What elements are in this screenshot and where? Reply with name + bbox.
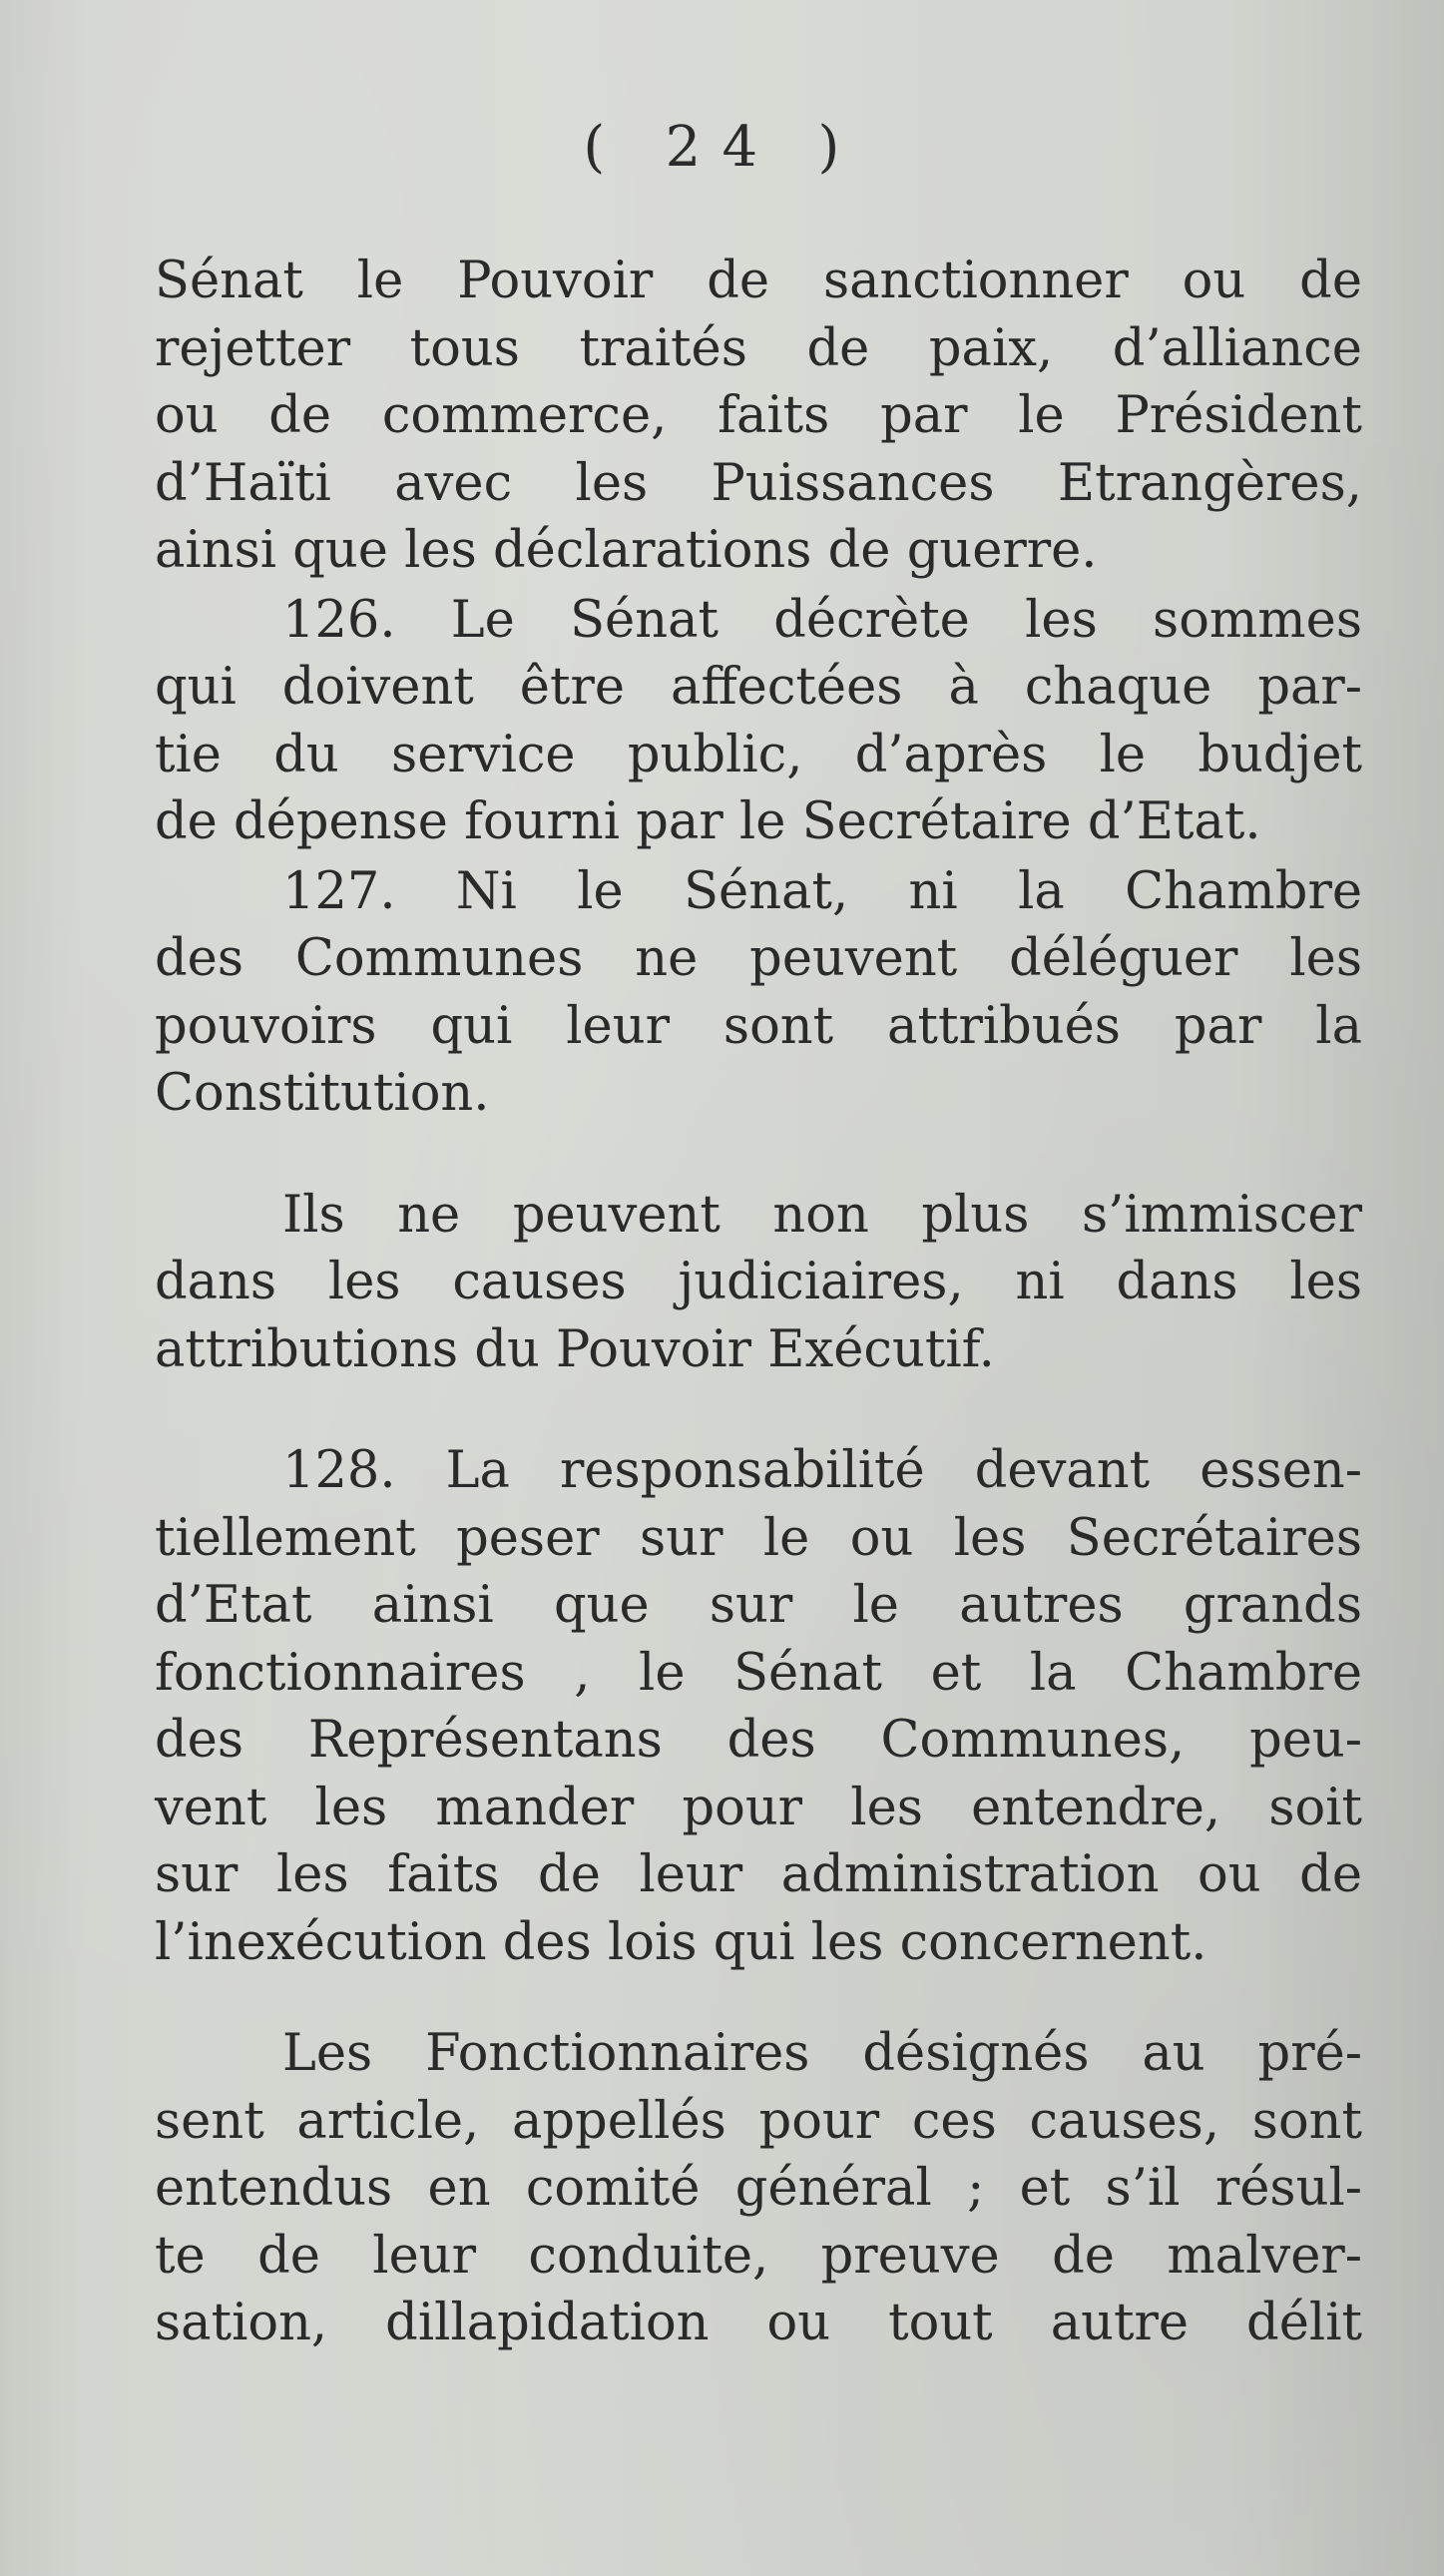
text-line: des Représentans des Communes, peu-	[155, 1711, 1362, 1770]
text-line: des Communes ne peuvent déléguer les	[155, 929, 1362, 988]
text-line: ou de commerce, faits par le Président	[155, 386, 1362, 445]
text-line: sent article, appellés pour ces causes, sont	[155, 2091, 1362, 2151]
text-line: rejetter tous traités de paix, d’alliance	[155, 318, 1362, 378]
page-number: ( 24 )	[583, 115, 861, 180]
paragraph-senate-treaties	[155, 248, 1362, 585]
paragraph-officials-hearing	[155, 2020, 1362, 2357]
text-line: Sénat le Pouvoir de sanctionner ou de	[155, 252, 1362, 310]
article-126	[155, 587, 1362, 856]
text-line: sation, dillapidation ou tout autre délit	[155, 2294, 1362, 2352]
text-line: de dépense fourni par le Secrétaire d’Etat.	[155, 792, 1261, 851]
text-line: Les Fonctionnaires désignés au pré-	[282, 2024, 1362, 2083]
text-line: pouvoirs qui leur sont attribués par la	[155, 996, 1362, 1056]
text-line: tiellement peser sur le ou les Secrétaires	[155, 1508, 1362, 1568]
article-127	[155, 858, 1362, 1128]
text-line: d’Etat ainsi que sur le autres grands	[155, 1576, 1362, 1635]
text-line: 126. Le Sénat décrète les sommes	[282, 590, 1362, 650]
page-body	[155, 248, 1362, 2357]
text-line: entendus en comité général ; et s’il résul-	[155, 2159, 1362, 2218]
text-line: fonctionnaires , le Sénat et la Chambre	[155, 1643, 1362, 1703]
text-line: attributions du Pouvoir Exécutif.	[155, 1319, 995, 1379]
article-128	[155, 1437, 1362, 1976]
text-line: Constitution.	[155, 1064, 490, 1123]
paragraph-non-interference	[155, 1182, 1362, 1384]
text-line: l’inexécution des lois qui les concernent.	[155, 1912, 1207, 1972]
text-line: sur les faits de leur administration ou de	[155, 1845, 1362, 1904]
text-line: Ils ne peuvent non plus s’immiscer	[282, 1185, 1362, 1245]
text-line: dans les causes judiciaires, ni dans les	[155, 1253, 1362, 1311]
text-line: te de leur conduite, preuve de malver-	[155, 2226, 1362, 2286]
text-line: vent les mander pour les entendre, soit	[155, 1778, 1362, 1837]
text-line: tie du service public, d’après le budjet	[155, 725, 1362, 784]
text-line: qui doivent être affectées à chaque par-	[155, 658, 1362, 717]
text-line: d’Haïti avec les Puissances Etrangères,	[155, 453, 1362, 513]
text-line: 128. La responsabilité devant essen-	[282, 1441, 1362, 1500]
text-line: 127. Ni le Sénat, ni la Chambre	[282, 861, 1362, 921]
text-line: ainsi que les déclarations de guerre.	[155, 521, 1098, 580]
